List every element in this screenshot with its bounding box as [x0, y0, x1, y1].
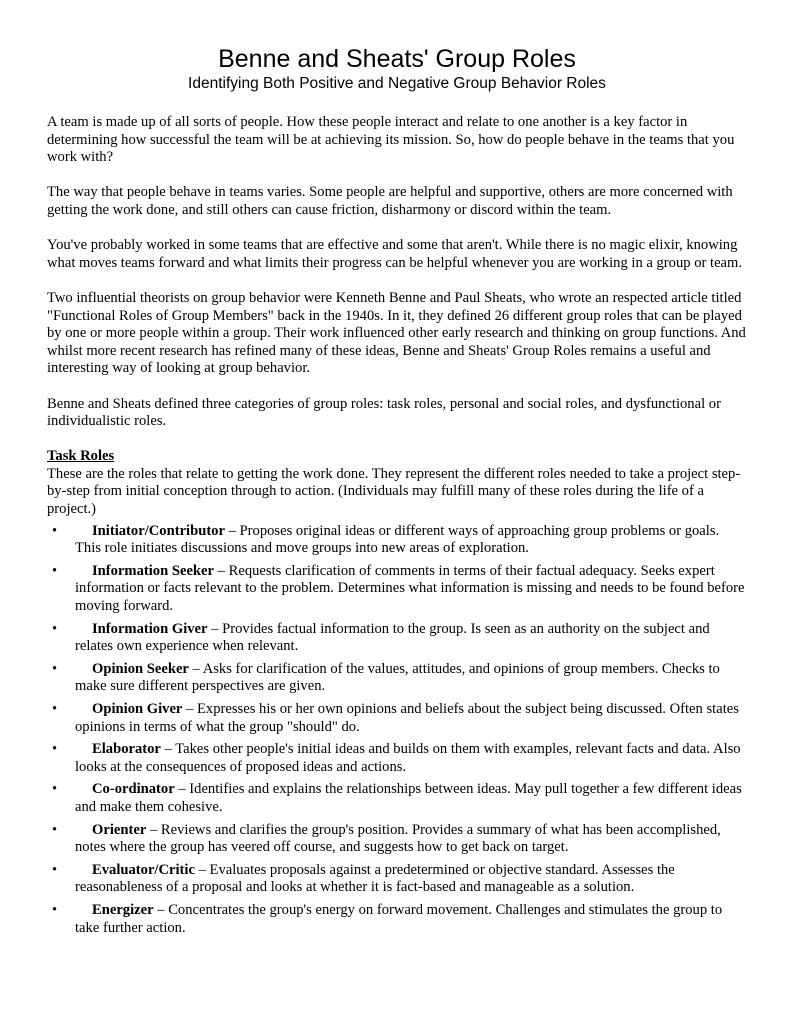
role-name: Orienter: [92, 821, 147, 838]
intro-paragraph-4: Two influential theorists on group behavior were Kenneth Benne and Paul Sheats, who wrote an respected article titled "Functional Roles of Group Members" back in the 1940s. In it, they defined 26 different group roles that can be played by one or more people within a group. Their work influenced other early research and thinking on group functions. And whilst more recent research has refined many of these ideas, Benne and Sheats' Group Roles remains a useful and interesting way of looking at group behavior.: [47, 289, 746, 377]
bullet-icon: •: [52, 522, 58, 539]
role-name: Energizer: [92, 901, 154, 918]
role-name: Opinion Giver: [92, 701, 183, 717]
list-item: [47, 781, 747, 816]
list-item: [47, 621, 747, 656]
bullet-icon: •: [52, 562, 58, 579]
list-item: [47, 701, 747, 736]
list-item: [47, 523, 747, 558]
bullet-icon: •: [52, 660, 58, 677]
document-title: Benne and Sheats' Group Roles: [218, 45, 576, 73]
list-item: [47, 822, 747, 857]
role-name: Information Seeker: [92, 562, 215, 579]
role-name: Evaluator/Critic: [92, 861, 195, 878]
list-item: [47, 741, 747, 776]
bullet-icon: •: [52, 781, 58, 798]
intro-paragraph-3: You've probably worked in some teams that are effective and some that aren't. While there is no magic elixir, knowing what moves teams forward and what limits their progress can be helpful whenever you are working in a group or team.: [47, 237, 743, 271]
role-description: – Requests clarification of comments in terms of their factual adequacy. Seeks expert information or facts relevant to the problem. Determines what information is missing and needs to be found before moving forward.: [75, 562, 745, 615]
role-name: Elaborator: [92, 741, 161, 758]
role-description: – Identifies and explains the relationships between ideas. May pull together a few different ideas and make them cohesive.: [75, 781, 742, 815]
bullet-icon: •: [52, 901, 58, 918]
role-description: – Concentrates the group's energy on forward movement. Challenges and stimulates the group to take further action.: [75, 901, 723, 936]
role-description: – Takes other people's initial ideas and builds on them with examples, relevant facts and data. Also looks at the consequences of proposed ideas and actions.: [75, 741, 741, 775]
role-name: Co-ordinator: [92, 781, 175, 798]
role-description: – Expresses his or her own opinions and beliefs about the subject being discussed. Often states opinions in terms of what the group "should" do.: [75, 701, 739, 735]
role-name: Initiator/Contributor: [92, 522, 225, 539]
role-description: – Proposes original ideas or different ways of approaching group problems or goals. This role initiates discussions and move groups into new areas of exploration.: [75, 522, 720, 557]
role-description: – Provides factual information to the group. Is seen as an authority on the subject and relates own experience when relevant.: [75, 620, 710, 655]
list-item: [47, 862, 747, 897]
intro-paragraph-5: Benne and Sheats defined three categories of group roles: task roles, personal and social roles, and dysfunctional or individualistic roles.: [47, 395, 721, 430]
bullet-icon: •: [52, 620, 58, 637]
role-name: Information Giver: [92, 620, 208, 637]
bullet-icon: •: [52, 821, 58, 838]
task-roles-list: [47, 523, 747, 937]
intro-paragraph-2: The way that people behave in teams varies. Some people are helpful and supportive, others are more concerned with getting the work done, and still others can cause friction, disharmony or discord within the team.: [47, 184, 733, 218]
intro-paragraph-1: A team is made up of all sorts of people. How these people interact and relate to one another is a key factor in determining how successful the team will be at achieving its mission. So, how do people behave in the teams that you work with?: [47, 114, 735, 166]
role-description: – Asks for clarification of the values, attitudes, and opinions of group members. Checks to make sure different perspectives are given.: [75, 660, 720, 695]
bullet-icon: •: [52, 741, 58, 758]
role-description: – Evaluates proposals against a predetermined or objective standard. Assesses the reasonableness of a proposal and looks at whether it is fact-based and manageable as a solution.: [75, 861, 675, 896]
list-item: [47, 563, 747, 616]
bullet-icon: •: [52, 701, 58, 717]
task-roles-intro: These are the roles that relate to getting the work done. They represent the different roles needed to take a project step-by-step from initial conception through to action. (Individuals may fulfill many of these roles during the life of a project.): [47, 465, 741, 518]
role-description: – Reviews and clarifies the group's position. Provides a summary of what has been accomplished, notes where the group has veered off course, and suggests how to get back on target.: [75, 821, 721, 856]
document-subtitle: Identifying Both Positive and Negative Group Behavior Roles: [188, 75, 606, 92]
task-roles-section: [47, 448, 747, 937]
document-page: [47, 44, 747, 942]
task-roles-heading: Task Roles: [47, 448, 115, 465]
list-item: [47, 902, 747, 937]
list-item: [47, 661, 747, 696]
role-name: Opinion Seeker: [92, 660, 189, 677]
bullet-icon: •: [52, 861, 58, 878]
